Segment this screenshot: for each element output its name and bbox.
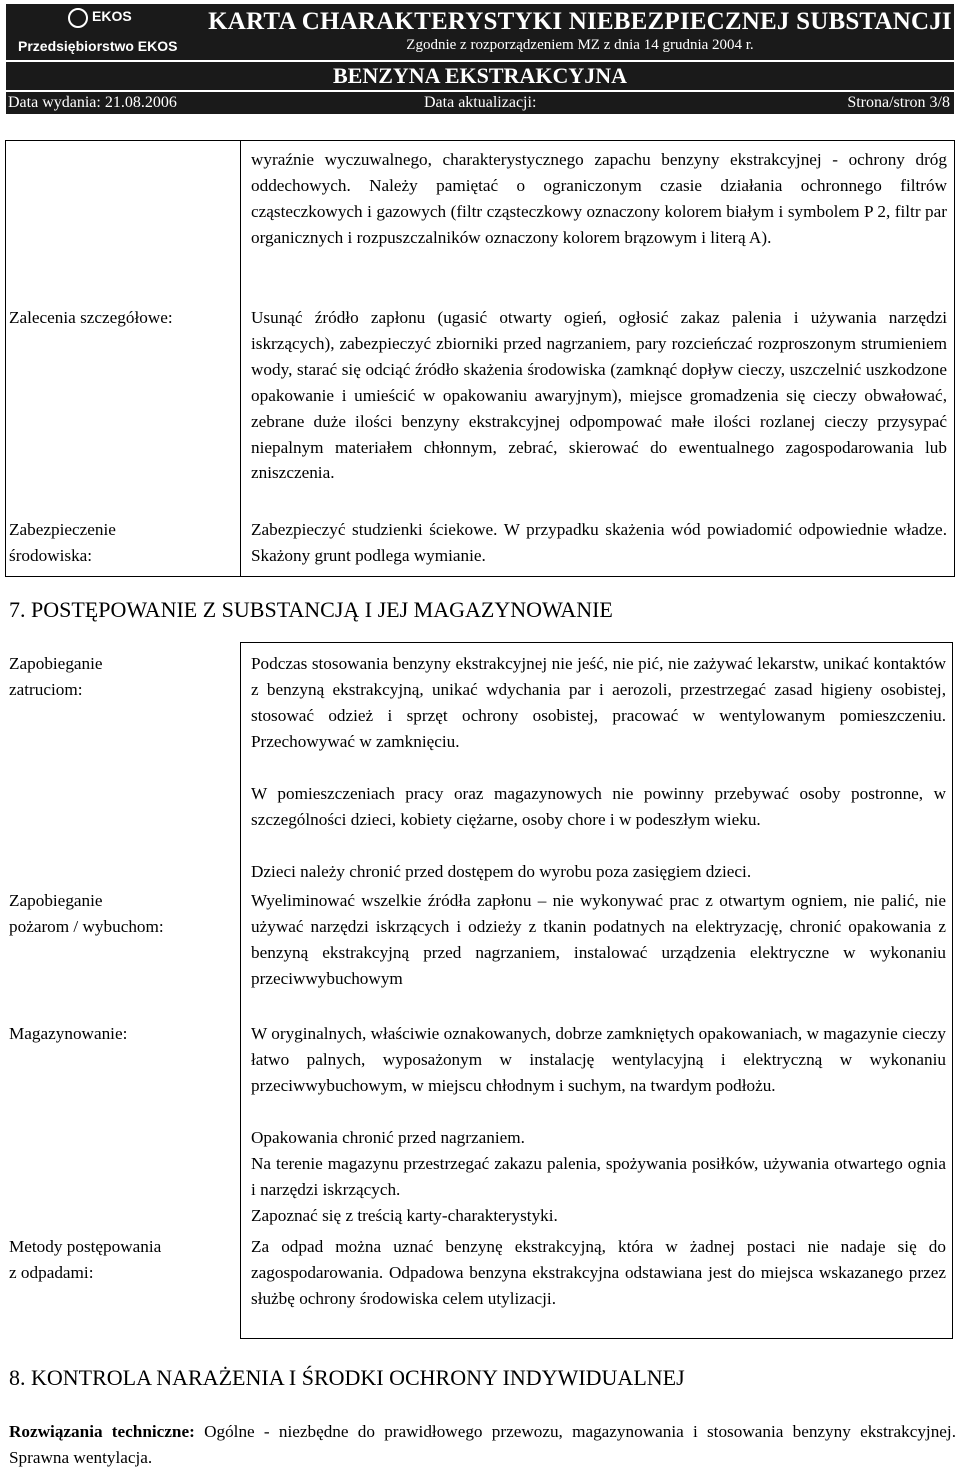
poison-prevention-p2: W pomieszczeniach pracy oraz magazynowych nie powinny przebywać osoby postronne, w szczególności dzieci, kobiety ciężarne, osoby chore i w podeszłym wieku. [251,784,946,829]
product-name: BENZYNA EKSTRAKCYJNA [6,62,954,90]
storage-p1: W oryginalnych, właściwie oznakowanych, dobrze zamkniętych opakowaniach, w magazynie cieczy łatwo palnych, wyposażonym w instalację wentylacyjną i elektryczną w wykonaniu przeciwwybuchowym, w miejscu chłodnym i suchym, na twardym podłożu. [251,1024,946,1095]
logo-text: EKOS [92,8,132,24]
storage-p4: Zapoznać się z treścią karty-charakterystyki. [251,1206,558,1225]
section8-title: 8. KONTROLA NARAŻENIA I ŚRODKI OCHRONY INDYWIDUALNEJ [9,1365,685,1390]
page-number: Strona/stron 3/8 [847,94,950,111]
detail-recommendations-label: Zalecenia szczegółowe: [9,308,173,327]
title-cell [206,4,954,60]
ekos-logo-icon [68,8,88,28]
poison-prevention-label-line2: zatruciom: [9,680,83,699]
waste-methods-text: Za odpad można uznać benzynę ekstrakcyjną, która w żadnej postaci nie nadaje się do zagospodarowania. Odpadowa benzyna ekstrakcyjna odstawiana jest do miejsca wskazanego przez służbę ochrony środowiska celem utylizacji. [251,1237,946,1308]
fire-prevention-label-line1: Zapobieganie [9,891,103,910]
storage-label: Magazynowanie: [9,1024,128,1043]
fire-prevention-label-line2: pożarom / wybuchom: [9,917,164,936]
company-logo-cell [6,4,206,60]
technical-solutions-paragraph [9,1419,956,1471]
company-name: Przedsiębiorstwo EKOS [18,38,178,54]
update-date: Data aktualizacji: [424,94,537,111]
issue-date: Data wydania: 21.08.2006 [8,94,177,111]
technical-solutions-text: Ogólne - niezbędne do prawidłowego przewozu, magazynowania i stosowania benzyny ekstrakcyjnej. Sprawna wentylacja. [9,1422,956,1467]
storage-p2: Opakowania chronić przed nagrzaniem. [251,1128,525,1147]
technical-solutions-label: Rozwiązania techniczne: [9,1422,195,1441]
section7-title: 7. POSTĘPOWANIE Z SUBSTANCJĄ I JEJ MAGAZYNOWANIE [9,597,613,622]
waste-methods-label-line2: z odpadami: [9,1263,94,1282]
header-top-row [6,4,954,60]
document-title: KARTA CHARAKTERYSTYKI NIEBEZPIECZNEJ SUBSTANCJI [208,8,952,35]
fire-prevention-text: Wyeliminować wszelkie źródła zapłonu – nie wykonywać prac z otwartym ogniem, nie palić, nie używać narzędzi iskrzących i odzieży z tkanin podatnych na elektryzację, chronić opakowania z benzyną ekstrakcyjną przed nagrzaniem, instalować urządzenia elektryczne w wykonaniu przeciwwybuchowym [251,891,946,988]
poison-prevention-p1: Podczas stosowania benzyny ekstrakcyjnej nie jeść, nie pić, nie zażywać lekarstw, unikać kontaktów z benzyną ekstrakcyjną, unikać wdychania par i aerozoli, przestrzegać zasad higieny osobistej, stosować odzież i sprzęt ochrony osobistej, pracować w wentylowanym pomieszczeniu. Przechowywać w zamknięciu. [251,654,946,751]
waste-methods-label-line1: Metody postępowania [9,1237,162,1256]
document-subtitle: Zgodnie z rozporządzeniem MZ z dnia 14 grudnia 2004 r. [406,37,754,53]
environment-label-line1: Zabezpieczenie [9,520,116,539]
detail-recommendations-text: Usunąć źródło zapłonu (ugasić otwarty ogień, ogłosić zakaz palenia i używania narzędzi iskrzących), zabezpieczyć zbiorniki przed nagrzaniem, pary rozcieńczać rozproszonym strumieniem wody, starać się odciąć źródło skażenia środowiska (zamknąć dopływ cieczy, uszczelnić uszkodzone opakowanie i umieścić w opakowaniu awaryjnym), miejsce gromadzenia się cieczy obwałować, zebrane duże ilości benzyny ekstrakcyjnej odpompować małe ilości rozlanej cieczy przysypać niepalnym materiałem chłonnym, zebrać, skierować do ewentualnego zagospodarowania lub zniszczenia. [251,308,947,483]
environment-protection-text: Zabezpieczyć studzienki ściekowe. W przypadku skażenia wód powiadomić odpowiednie władze. Skażony grunt podlega wymianie. [251,520,947,565]
poison-prevention-p3: Dzieci należy chronić przed dostępem do wyrobu poza zasięgiem dzieci. [251,862,752,881]
poison-prevention-label-line1: Zapobieganie [9,654,103,673]
section6-continuation-text: wyraźnie wyczuwalnego, charakterystycznego zapachu benzyny ekstrakcyjnej - ochrony dróg oddechowych. Należy pamiętać o ograniczonym czasie działania ochronnego filtrów cząsteczkowych i gazowych (filtr cząsteczkowy oznaczony kolorem białym i symbolem P 2, filtr par organicznych i rozpuszczalników oznaczony kolorem brązowym i literą A). [251,150,947,247]
document-header [6,4,954,114]
environment-label-line2: środowiska: [9,546,93,565]
storage-p3: Na terenie magazynu przestrzegać zakazu palenia, spożywania posiłków, używania otwartego ognia i narzędzi iskrzących. [251,1154,946,1199]
header-meta-row [6,92,954,114]
